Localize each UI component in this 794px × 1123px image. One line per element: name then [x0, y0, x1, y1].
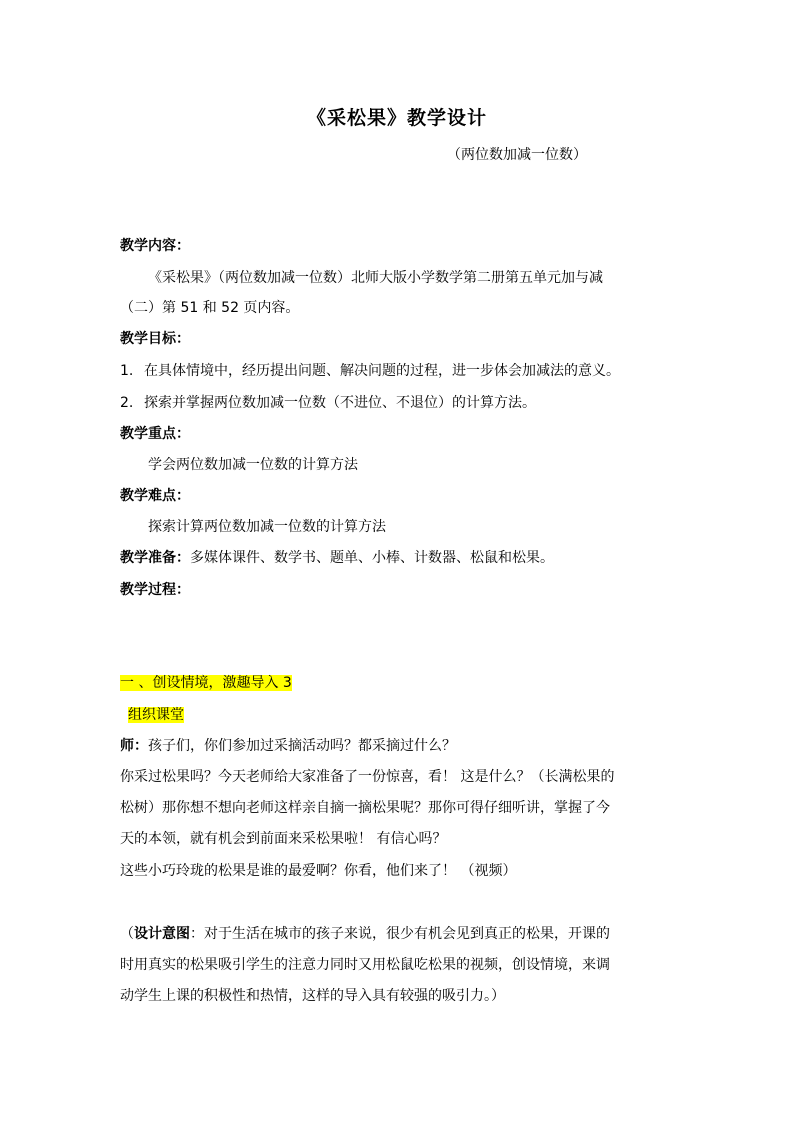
- design-intent-line-1-text: ：对于生活在城市的孩子来说，很少有机会见到真正的松果，开课的: [190, 926, 610, 942]
- para1-line-1: 你采过松果吗？今天老师给大家准备了一份惊喜，看！ 这是什么？（长满松果的: [120, 769, 615, 785]
- goal-2-number: 2.: [120, 395, 134, 411]
- teacher-text: 孩子们，你们参加过采摘活动吗？都采摘过什么？: [148, 738, 456, 754]
- content-line-1: 《采松果》（两位数加减一位数）北师大版小学数学第二册第五单元加与减: [148, 270, 603, 286]
- document-subtitle: （两位数加减一位数）: [447, 147, 587, 163]
- content-line-2: （二）第 51 和 52 页内容。: [120, 300, 300, 316]
- part1-heading: [120, 673, 292, 693]
- para1-line-2: 松树）那你想不想向老师这样亲自摘一摘松果呢？那你可得仔细听讲，掌握了今: [120, 800, 610, 816]
- teacher-label: 师：: [120, 738, 148, 754]
- goals-heading: 教学目标：: [120, 331, 190, 347]
- design-intent-label: 设计意图: [134, 926, 190, 942]
- goal-2-text: 探索并掌握两位数加减一位数（不进位、不退位）的计算方法。: [144, 395, 536, 411]
- part1-subheading: [128, 705, 184, 725]
- goal-1-number: 1.: [120, 363, 134, 379]
- difficulty-heading: 教学难点：: [120, 488, 190, 504]
- content-heading: 教学内容：: [120, 238, 190, 254]
- design-intent-open: （: [120, 926, 134, 942]
- prep-heading: 教学准备：: [120, 550, 190, 566]
- document-title: 《采松果》教学设计: [306, 107, 487, 129]
- design-intent-line-3: 动学生上课的积极性和热情，这样的导入具有较强的吸引力。）: [120, 988, 505, 1004]
- goal-2: [120, 393, 536, 413]
- prep-line: [120, 548, 554, 568]
- goal-1: [120, 361, 620, 381]
- key-text: 学会两位数加减一位数的计算方法: [148, 457, 358, 473]
- para2: 这些小巧玲珑的松果是谁的最爱啊？你看，他们来了！ （视频）: [120, 863, 517, 879]
- teacher-line: [120, 736, 456, 756]
- design-intent-line-2: 时用真实的松果吸引学生的注意力同时又用松鼠吃松果的视频，创设情境，来调: [120, 957, 610, 973]
- difficulty-text: 探索计算两位数加减一位数的计算方法: [148, 519, 386, 535]
- key-heading: 教学重点：: [120, 426, 190, 442]
- goal-1-text: 在具体情境中，经历提出问题、解决问题的过程，进一步体会加减法的意义。: [144, 363, 620, 379]
- part1-subheading-text: 组织课堂: [128, 707, 184, 723]
- prep-text: 多媒体课件、数学书、题单、小棒、计数器、松鼠和松果。: [190, 550, 554, 566]
- design-intent-line-1: [120, 924, 610, 944]
- para1-line-3: 天的本领，就有机会到前面来采松果啦！ 有信心吗？: [120, 831, 447, 847]
- process-heading: 教学过程：: [120, 582, 190, 598]
- part1-heading-text: 一 、创设情境，激趣导入 3: [120, 675, 292, 691]
